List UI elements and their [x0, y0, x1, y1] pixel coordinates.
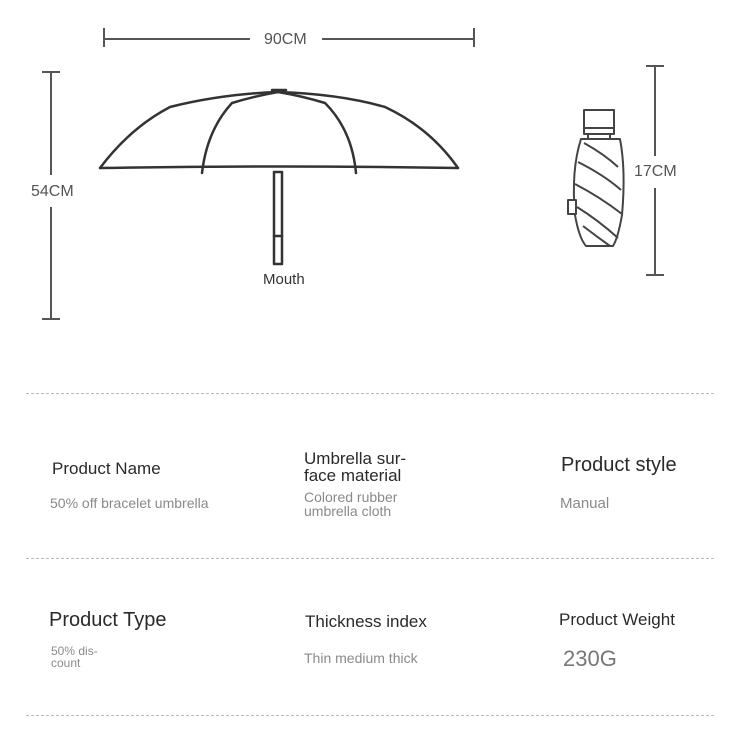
- surface-material-title-line1: Umbrella sur-: [304, 449, 407, 468]
- product-name-title: Product Name: [52, 459, 161, 478]
- product-type-value-line2: count: [51, 656, 81, 670]
- open-umbrella-icon: [100, 90, 458, 264]
- folded-length-label: 17CM: [634, 163, 677, 180]
- product-weight-title: Product Weight: [559, 610, 675, 629]
- surface-material-title-line2: face material: [304, 466, 402, 485]
- folded-umbrella-icon: [568, 110, 624, 246]
- thickness-index-title: Thickness index: [305, 612, 427, 631]
- mouth-label: Mouth: [263, 271, 305, 288]
- product-style-title: Product style: [561, 454, 677, 476]
- bottom-divider: [26, 715, 714, 716]
- middle-divider: [26, 558, 714, 559]
- product-name-value: 50% off bracelet umbrella: [50, 495, 209, 511]
- surface-material-value-line1: Colored rubber: [304, 489, 398, 505]
- surface-material-value-line2: umbrella cloth: [304, 503, 392, 519]
- product-type-value-line1: 50% dis-: [51, 644, 98, 658]
- thickness-index-value: Thin medium thick: [304, 650, 418, 666]
- product-style-value: Manual: [560, 495, 610, 512]
- height-dimension-label: 54CM: [31, 183, 74, 200]
- product-weight-value: 230G: [563, 646, 617, 671]
- top-divider: [26, 393, 714, 394]
- width-dimension-label: 90CM: [264, 31, 307, 48]
- product-type-title: Product Type: [49, 609, 167, 631]
